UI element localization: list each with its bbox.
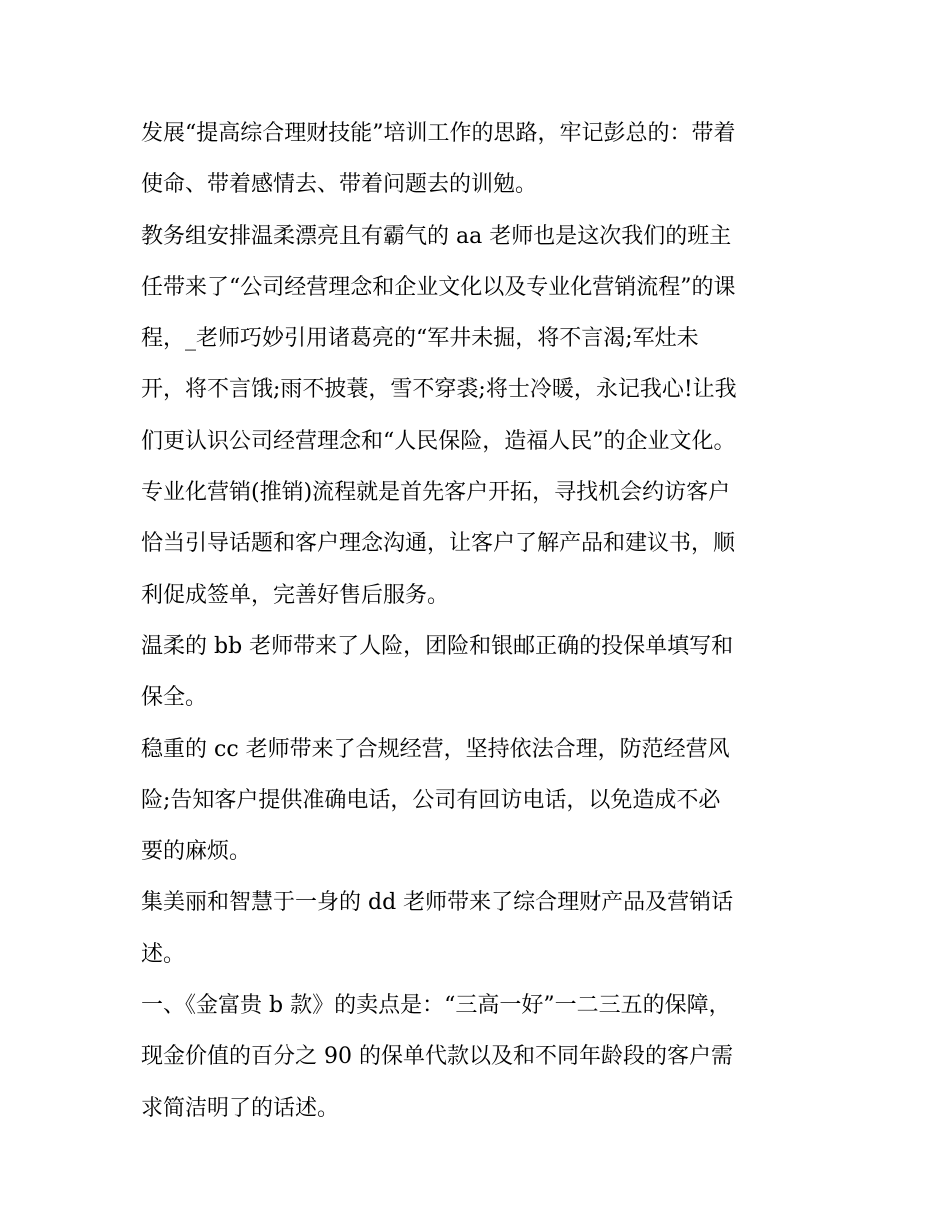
text-line: 使命、带着感情去、带着问题去的训勉。 (141, 172, 538, 198)
text-line: 专业化营销(推销)流程就是首先客户开拓，寻找机会约访客户 (141, 480, 731, 506)
text-line: 教务组安排温柔漂亮且有霸气的 aa 老师也是这次我们的班主 (141, 223, 732, 249)
text-line: 保全。 (141, 685, 208, 711)
text-line: 要的麻烦。 (141, 839, 252, 865)
text-line: 程，_老师巧妙引用诸葛亮的“军井未掘，将不言渴;军灶未 (141, 326, 699, 352)
text-line: 任带来了“公司经营理念和企业文化以及专业化营销流程”的课 (141, 274, 736, 300)
text-line: 开，将不言饿;雨不披蓑，雪不穿裘;将士冷暖，永记我心!让我 (141, 377, 737, 403)
body-text (141, 108, 821, 1134)
text-line: 发展“提高综合理财技能”培训工作的思路，牢记彭总的：带着 (141, 121, 736, 146)
text-line: 稳重的 cc 老师带来了合规经营，坚持依法合理，防范经营风 (141, 736, 730, 762)
text-line: 恰当引导话题和客户理念沟通，让客户了解产品和建议书，顺 (141, 531, 736, 557)
text-line: 现金价值的百分之 90 的保单代款以及和不同年龄段的客户需 (141, 1044, 733, 1070)
text-line: 求简洁明了的话述。 (141, 1095, 340, 1121)
text-line: 述。 (141, 941, 186, 967)
text-line: 利促成签单，完善好售后服务。 (141, 582, 450, 608)
text-line: 集美丽和智慧于一身的 dd 老师带来了综合理财产品及营销话 (141, 890, 734, 916)
text-line: 温柔的 bb 老师带来了人险，团险和银邮正确的投保单填写和 (141, 633, 734, 659)
text-line: 险;告知客户提供准确电话，公司有回访电话，以免造成不必 (141, 787, 721, 813)
text-line: 一、《金富贵 b 款》的卖点是：“三高一好”一二三五的保障， (141, 993, 731, 1019)
text-line: 们更认识公司经营理念和“人民保险，造福人民”的企业文化。 (141, 428, 736, 454)
